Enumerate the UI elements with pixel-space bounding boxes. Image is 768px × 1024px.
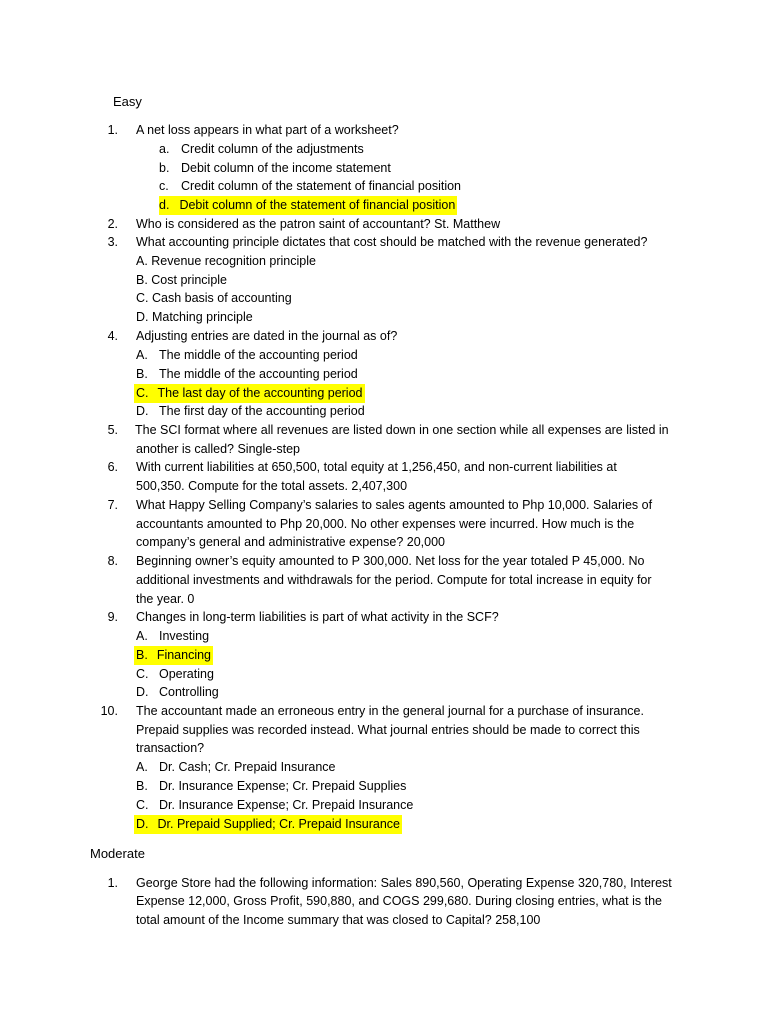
question-number: 9. <box>107 610 118 624</box>
question-text: Changes in long-term liabilities is part of what activity in the SCF? <box>136 610 499 624</box>
question-text: A net loss appears in what part of a worksheet? <box>136 123 399 137</box>
question-number: 8. <box>107 554 118 568</box>
question-text: additional investments and withdrawals for the period. Compute for total increase in equity for <box>136 573 652 587</box>
option-text: The middle of the accounting period <box>159 348 358 362</box>
option-text: Dr. Insurance Expense; Cr. Prepaid Supplies <box>159 779 407 793</box>
option-letter: A. <box>136 348 148 362</box>
option-text: A. Revenue recognition principle <box>136 254 316 268</box>
question-text: What accounting principle dictates that cost should be matched with the revenue generated? <box>136 235 648 249</box>
option-text: Debit column of the statement of financial position <box>179 198 456 212</box>
question-text: transaction? <box>136 741 205 755</box>
question-text: With current liabilities at 650,500, total equity at 1,256,450, and non-current liabilities at <box>136 460 617 474</box>
question-text: The accountant made an erroneous entry in the general journal for a purchase of insurance. <box>136 704 644 718</box>
question-text: total amount of the Income summary that was closed to Capital? 258,100 <box>136 913 541 927</box>
option-letter: B. <box>136 648 148 662</box>
option-letter: A. <box>136 760 148 774</box>
option-letter: C. <box>136 667 149 681</box>
option-letter: B. <box>136 779 148 793</box>
option-text: Operating <box>159 667 214 681</box>
section-title-moderate: Moderate <box>90 846 145 861</box>
question-number: 2. <box>107 217 118 231</box>
question-text: company’s general and administrative expense? 20,000 <box>136 535 445 549</box>
option-text: B. Cost principle <box>136 273 228 287</box>
option-letter: D. <box>136 685 149 699</box>
option-text: C. Cash basis of accounting <box>136 291 292 305</box>
option-text: The middle of the accounting period <box>159 367 358 381</box>
option-letter: D. <box>136 404 149 418</box>
option-text: Dr. Prepaid Supplied; Cr. Prepaid Insurance <box>157 817 400 831</box>
option-text: Dr. Insurance Expense; Cr. Prepaid Insurance <box>159 798 414 812</box>
option-text: Credit column of the statement of financial position <box>181 179 462 193</box>
highlighted-answer <box>134 384 365 403</box>
option-text: The first day of the accounting period <box>159 404 365 418</box>
question-text: another is called? Single-step <box>136 442 300 456</box>
option-letter: a. <box>159 142 170 156</box>
question-text: Adjusting entries are dated in the journal as of? <box>136 329 398 343</box>
question-number: 7. <box>107 498 118 512</box>
option-text: Investing <box>159 629 210 643</box>
option-text: D. Matching principle <box>136 310 253 324</box>
question-text: Prepaid supplies was recorded instead. What journal entries should be made to correct this <box>136 723 640 737</box>
option-text: Financing <box>156 648 212 662</box>
option-letter: B. <box>136 367 148 381</box>
question-number: 4. <box>107 329 118 343</box>
question-number: 5. <box>107 423 118 437</box>
highlighted-answer <box>134 815 402 834</box>
option-text: Dr. Cash; Cr. Prepaid Insurance <box>159 760 336 774</box>
question-text: 500,350. Compute for the total assets. 2,407,300 <box>136 479 408 493</box>
option-letter: d. <box>159 198 170 212</box>
option-text: The last day of the accounting period <box>157 386 363 400</box>
option-letter: C. <box>136 386 149 400</box>
option-text: Credit column of the adjustments <box>181 142 364 156</box>
question-number: 10. <box>100 704 118 718</box>
question-number: 6. <box>107 460 118 474</box>
option-letter: b. <box>159 161 170 175</box>
section-title-easy: Easy <box>113 94 142 109</box>
highlighted-answer <box>134 646 213 665</box>
question-number: 1. <box>107 123 118 137</box>
option-text: Controlling <box>159 685 219 699</box>
question-text: The SCI format where all revenues are listed down in one section while all expenses are listed in <box>135 423 669 437</box>
question-number: 1. <box>107 876 118 890</box>
question-text: Who is considered as the patron saint of accountant? St. Matthew <box>136 217 501 231</box>
question-number: 3. <box>107 235 118 249</box>
question-1 <box>96 121 118 140</box>
question-text: George Store had the following information: Sales 890,560, Operating Expense 320,780, Interest <box>136 876 672 890</box>
question-text: Beginning owner’s equity amounted to P 300,000. Net loss for the year totaled P 45,000. No <box>136 554 645 568</box>
highlighted-answer <box>159 196 457 215</box>
question-text: Expense 12,000, Gross Profit, 590,880, and COGS 299,680. During closing entries, what is the <box>136 894 662 908</box>
option-letter: C. <box>136 798 149 812</box>
question-text: the year. 0 <box>136 592 195 606</box>
option-letter: D. <box>136 817 149 831</box>
question-text: What Happy Selling Company’s salaries to sales agents amounted to Php 10,000. Salaries of <box>136 498 653 512</box>
question-text: accountants amounted to Php 20,000. No other expenses were incurred. How much is the <box>136 517 635 531</box>
option-letter: A. <box>136 629 148 643</box>
option-letter: c. <box>159 179 169 193</box>
option-text: Debit column of the income statement <box>181 161 391 175</box>
